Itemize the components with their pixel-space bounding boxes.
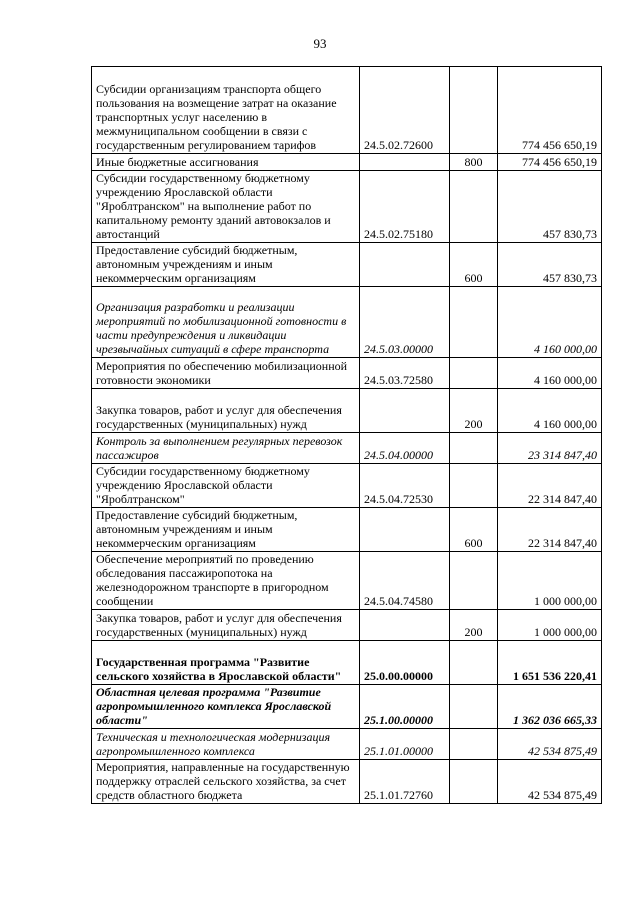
table-row (92, 433, 602, 464)
row-code-cell: 24.5.04.74580 (360, 552, 450, 610)
row-code-cell: 25.1.01.72760 (360, 760, 450, 804)
row-type-cell: 600 (450, 508, 498, 552)
row-type-cell (450, 464, 498, 508)
row-type-cell (450, 685, 498, 729)
table-row (92, 154, 602, 171)
row-code-cell (360, 154, 450, 171)
row-code-cell: 24.5.03.72580 (360, 358, 450, 389)
row-amount-cell: 4 160 000,00 (498, 287, 602, 358)
table-row (92, 287, 602, 358)
row-name-cell: Мероприятия, направленные на государственную поддержку отраслей сельского хозяйства, за счет средств областного бюджета (92, 760, 360, 804)
row-amount-cell: 42 534 875,49 (498, 729, 602, 760)
row-code-cell (360, 508, 450, 552)
row-type-cell (450, 729, 498, 760)
table-row (92, 243, 602, 287)
row-code-cell: 25.1.01.00000 (360, 729, 450, 760)
row-code-cell: 24.5.04.72530 (360, 464, 450, 508)
row-code-cell: 25.0.00.00000 (360, 641, 450, 685)
table-row (92, 552, 602, 610)
row-code-cell: 24.5.03.00000 (360, 287, 450, 358)
row-type-cell: 600 (450, 243, 498, 287)
row-amount-cell: 1 000 000,00 (498, 552, 602, 610)
row-code-cell (360, 610, 450, 641)
row-type-cell (450, 67, 498, 154)
row-amount-cell: 1 651 536 220,41 (498, 641, 602, 685)
row-name-cell: Иные бюджетные ассигнования (92, 154, 360, 171)
row-name-cell: Областная целевая программа "Развитие агропромышленного комплекса Ярославской области" (92, 685, 360, 729)
row-name-cell: Закупка товаров, работ и услуг для обеспечения государственных (муниципальных) нужд (92, 610, 360, 641)
row-amount-cell: 457 830,73 (498, 171, 602, 243)
row-type-cell: 800 (450, 154, 498, 171)
row-type-cell (450, 358, 498, 389)
table-row (92, 729, 602, 760)
row-amount-cell: 457 830,73 (498, 243, 602, 287)
budget-table (91, 66, 602, 804)
row-type-cell (450, 760, 498, 804)
row-amount-cell: 22 314 847,40 (498, 464, 602, 508)
row-code-cell (360, 389, 450, 433)
table-row (92, 464, 602, 508)
row-name-cell: Предоставление субсидий бюджетным, автономным учреждениям и иным некоммерческим организациям (92, 243, 360, 287)
row-code-cell: 24.5.02.72600 (360, 67, 450, 154)
row-name-cell: Мероприятия по обеспечению мобилизационной готовности экономики (92, 358, 360, 389)
row-name-cell: Субсидии государственному бюджетному учреждению Ярославской области "Яроблтранском" (92, 464, 360, 508)
row-name-cell: Техническая и технологическая модернизация агропромышленного комплекса (92, 729, 360, 760)
row-type-cell: 200 (450, 389, 498, 433)
row-code-cell: 24.5.02.75180 (360, 171, 450, 243)
row-amount-cell: 774 456 650,19 (498, 67, 602, 154)
row-code-cell (360, 243, 450, 287)
row-amount-cell: 22 314 847,40 (498, 508, 602, 552)
table-row (92, 685, 602, 729)
table-row (92, 508, 602, 552)
row-amount-cell: 1 000 000,00 (498, 610, 602, 641)
row-name-cell: Субсидии государственному бюджетному учреждению Ярославской области "Яроблтранском" на выполнение работ по капитальному ремонту зданий автовокзалов и автостанций (92, 171, 360, 243)
table-row (92, 67, 602, 154)
row-name-cell: Обеспечение мероприятий по проведению обследования пассажиропотока на железнодорожном транспорте в пригородном сообщении (92, 552, 360, 610)
row-type-cell (450, 287, 498, 358)
table-row (92, 389, 602, 433)
row-name-cell: Предоставление субсидий бюджетным, автономным учреждениям и иным некоммерческим организациям (92, 508, 360, 552)
row-code-cell: 25.1.00.00000 (360, 685, 450, 729)
table-row (92, 358, 602, 389)
row-name-cell: Государственная программа "Развитие сельского хозяйства в Ярославской области" (92, 641, 360, 685)
row-name-cell: Контроль за выполнением регулярных перевозок пассажиров (92, 433, 360, 464)
row-type-cell (450, 171, 498, 243)
row-amount-cell: 23 314 847,40 (498, 433, 602, 464)
row-code-cell: 24.5.04.00000 (360, 433, 450, 464)
table-row (92, 610, 602, 641)
table-row (92, 641, 602, 685)
row-amount-cell: 774 456 650,19 (498, 154, 602, 171)
row-type-cell (450, 641, 498, 685)
row-type-cell (450, 433, 498, 464)
row-amount-cell: 42 534 875,49 (498, 760, 602, 804)
row-type-cell (450, 552, 498, 610)
row-amount-cell: 4 160 000,00 (498, 389, 602, 433)
row-amount-cell: 1 362 036 665,33 (498, 685, 602, 729)
page-number: 93 (313, 36, 327, 51)
row-type-cell: 200 (450, 610, 498, 641)
table-row (92, 171, 602, 243)
row-name-cell: Закупка товаров, работ и услуг для обеспечения государственных (муниципальных) нужд (92, 389, 360, 433)
row-amount-cell: 4 160 000,00 (498, 358, 602, 389)
table-row (92, 760, 602, 804)
row-name-cell: Субсидии организациям транспорта общего пользования на возмещение затрат на оказание транспортных услуг населению в межмуниципальном сообщении в связи с государственным регулированием тарифов (92, 67, 360, 154)
row-name-cell: Организация разработки и реализации мероприятий по мобилизационной готовности в части предупреждения и ликвидации чрезвычайных ситуаций в сфере транспорта (92, 287, 360, 358)
